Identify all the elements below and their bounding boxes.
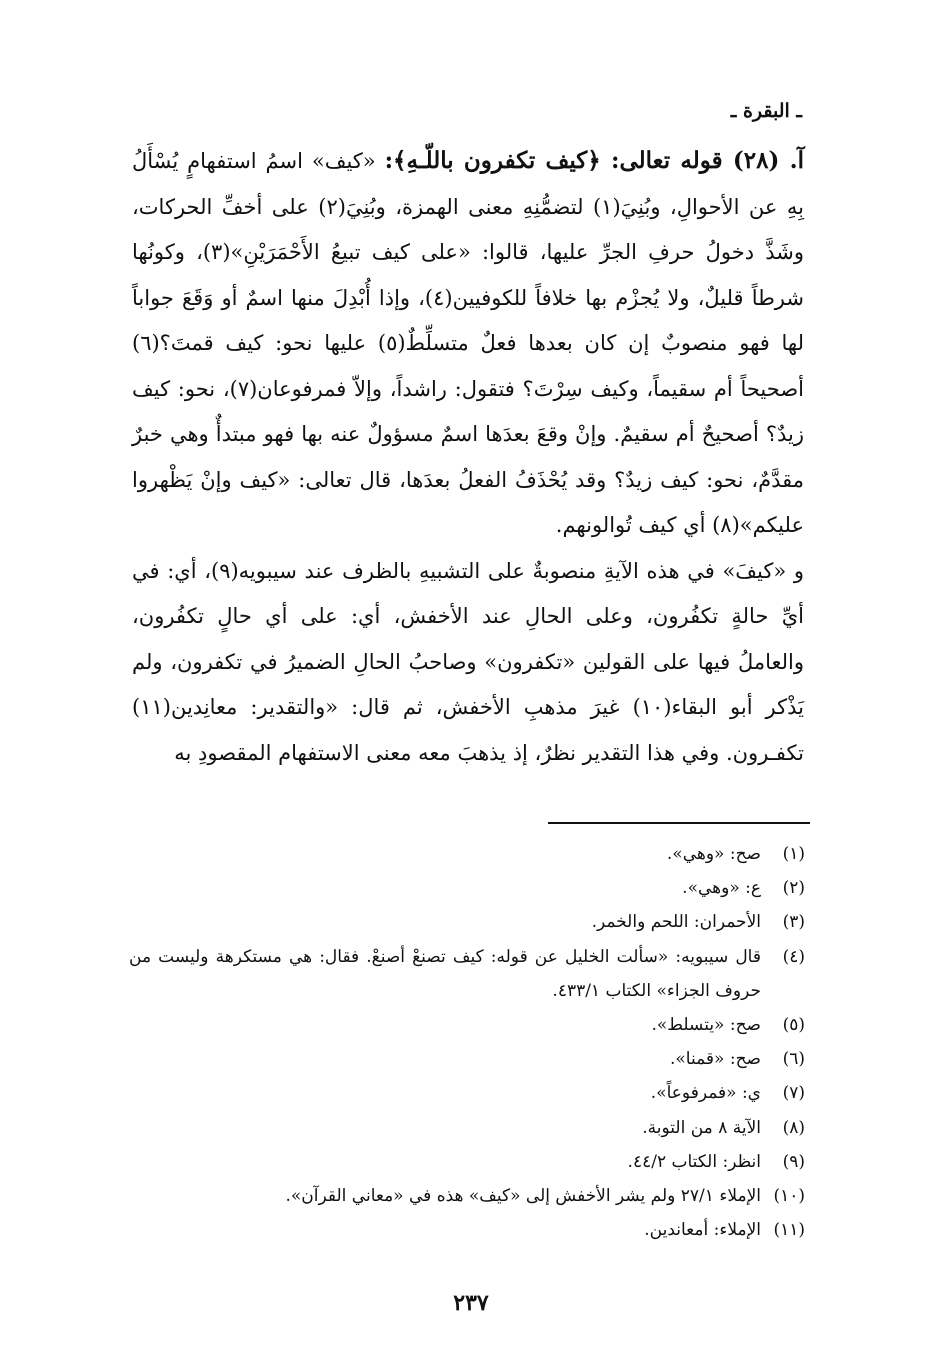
footnote-text: الأحمران: اللحم والخمر. xyxy=(591,912,761,933)
footnote-text: الإملاء: أمعاندين. xyxy=(644,1220,761,1241)
footnote-item xyxy=(129,1145,805,1179)
main-text-block xyxy=(132,138,804,776)
footnote-number: (٥) xyxy=(782,1015,805,1036)
footnote-item xyxy=(129,1179,805,1213)
footnote-text: قال سيبويه: «سألت الخليل عن قوله: كيف تصنعْ أصنعْ. فقال: هي مستكرهة وليست من حروف الجزاء» الكتاب ٤٣٣/١. xyxy=(129,946,761,1001)
footnote-text: الإملاء ٢٧/١ ولم يشر الأخفش إلى «كيف» هذه في «معاني القرآن». xyxy=(285,1186,761,1207)
footnote-item xyxy=(129,837,805,871)
footnote-number: (١) xyxy=(782,844,805,864)
footnote-number: (١١) xyxy=(773,1220,805,1241)
footnote-number: (٣) xyxy=(782,912,805,933)
page-number: ٢٣٧ xyxy=(453,1290,489,1316)
footnote-item xyxy=(129,1008,805,1042)
footnote-text: انظر: الكتاب ٤٤/٢. xyxy=(627,1151,761,1172)
footnote-text: الآية ٨ من التوبة. xyxy=(642,1117,761,1138)
footnote-item xyxy=(129,1076,805,1110)
verse-heading: آ. (٢٨) قوله تعالى: ﴿كيف تكفرون باللّـهِ﴾: xyxy=(384,147,804,174)
footnote-item xyxy=(129,940,805,1008)
footnote-number: (٨) xyxy=(782,1117,805,1138)
footnote-number: (٢) xyxy=(782,878,805,899)
footnote-text: ع: «وهي». xyxy=(682,878,761,899)
footnote-text: صح: «وهي». xyxy=(666,844,761,864)
paragraph-1-body: «كيف» اسمُ استفهامٍ يُسْأَلُ بِهِ عن الأحوالِ، وبُنِيَ(١) لتضمُّنِهِ معنى الهمزة، وبُنِيَ(٢) على أخفِّ الحركات، وشَذَّ دخولُ حرفِ الجرِّ عليها، قالوا: «على كيف تبيعُ الأَحْمَرَيْنِ»(٣)، وكونُها شرطاً قليلٌ، ولا يُجزْم بها خلافاً للكوفيين(٤)، وإذا أُبْدِلَ منها اسمٌ أو وَقَعَ جواباً لها فهو منصوبٌ إن كان بعدها فعلٌ متسلِّطٌ(٥) عليها نحو: كيف قمتَ؟(٦) أصحيحاً أم سقيماً، وكيف سِرْتَ؟ فتقول: راشداً، وإلاّ فمرفوعان(٧)، نحو: كيف زيدٌ؟ أصحيحٌ أم سقيمٌ. وإنْ وقعَ بعدَها اسمٌ مسؤولٌ عنه بها فهو مبتدأٌ وهي خبرٌ مقدَّمٌ، نحو: كيف زيدٌ؟ وقد يُحْذَفُ الفعلُ بعدَها، قال تعالى: «كيف وإنْ يَظْهروا عليكم»(٨) أي كيف تُوالونهم. xyxy=(132,149,805,537)
footnote-text: صح: «يتسلط». xyxy=(651,1015,761,1036)
footnote-number: (٧) xyxy=(782,1083,805,1104)
footnote-number: (١٠) xyxy=(773,1186,805,1207)
footnote-number: (٤) xyxy=(782,946,805,967)
running-title: ـ البقرة ـ xyxy=(730,100,802,122)
footnote-item xyxy=(129,1111,805,1145)
paragraph-1 xyxy=(132,138,804,549)
footnotes-list xyxy=(129,837,805,1247)
paragraph-2: و «كيفَ» في هذه الآيةِ منصوبةٌ على التشبيهِ بالظرف عند سيبويه(٩)، أي: في أيِّ حالةٍ تكفُرون، وعلى الحالِ عند الأخفش، أي: على أي حالٍ تكفُرون، والعاملُ فيها على القولين «تكفرون» وصاحبُ الحالِ الضميرُ في تكفرون، ولم يَذْكر أبو البقاء(١٠) غيرَ مذهبِ الأخفش، ثم قال: «والتقدير: معانِدين(١١) تكفـرون. وفي هذا التقدير نظرٌ، إذ يذهبَ معه معنى الاستفهام المقصودِ به xyxy=(132,558,805,765)
footnote-text: صح: «قمنا». xyxy=(669,1049,761,1070)
footnote-item xyxy=(129,1042,805,1076)
footnote-item xyxy=(129,871,805,905)
footnote-separator xyxy=(548,822,810,824)
footnote-item xyxy=(129,905,805,939)
footnote-text: ي: «فمرفوعاً». xyxy=(650,1083,761,1104)
footnote-item xyxy=(129,1213,805,1247)
footnote-number: (٦) xyxy=(782,1049,805,1070)
footnote-number: (٩) xyxy=(782,1151,805,1172)
